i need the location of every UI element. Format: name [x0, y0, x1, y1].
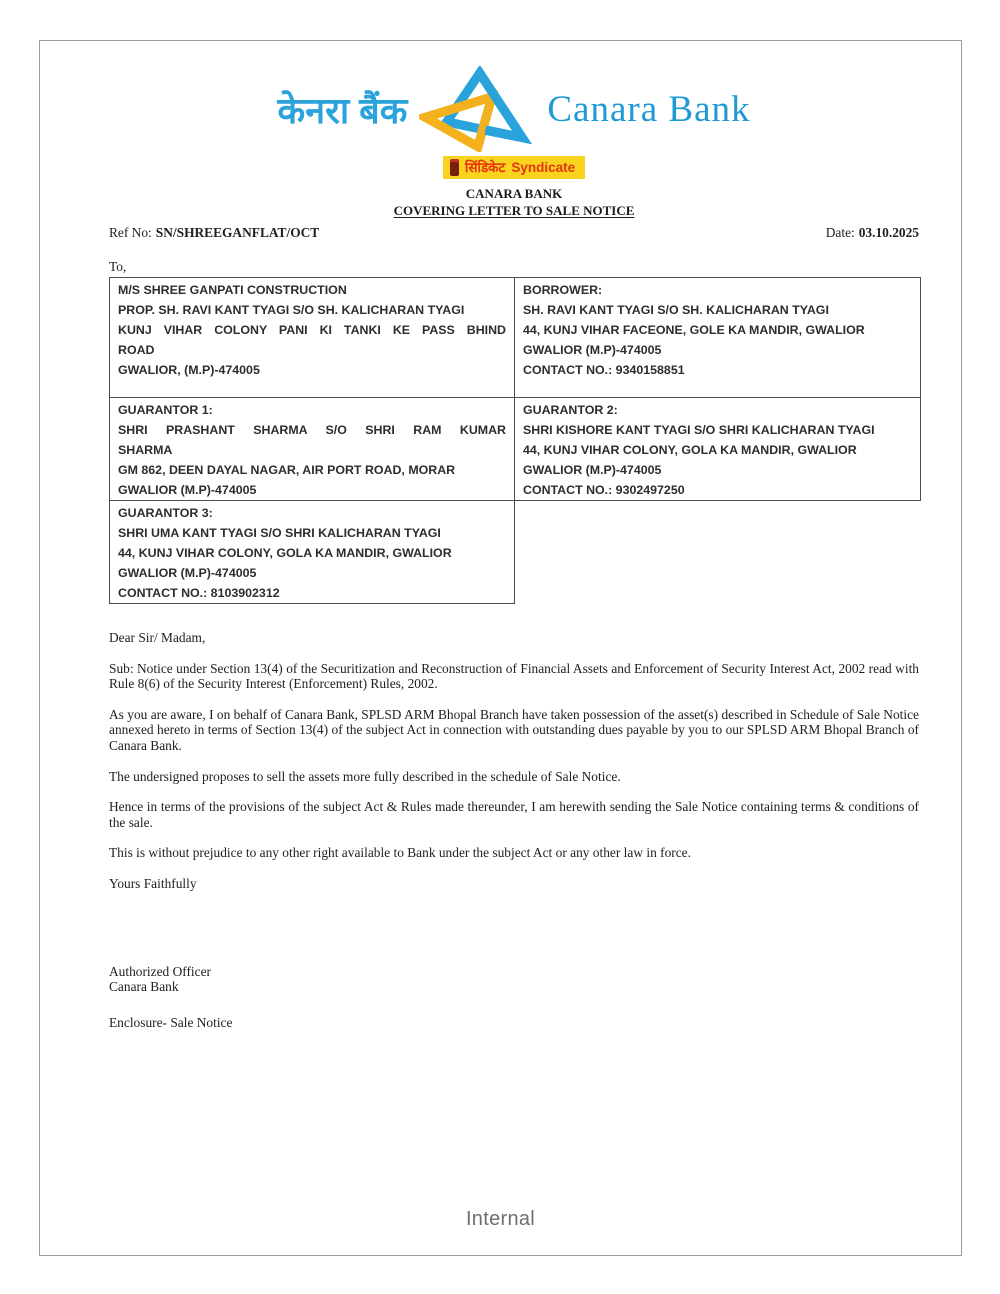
- body-paragraph-3: Hence in terms of the provisions of the subject Act & Rules made thereunder, I am herewith sending the Sale Notice containing terms & conditions of the sale.: [109, 799, 919, 830]
- signer-title: Authorized Officer: [109, 963, 211, 979]
- address-line: GUARANTOR 1:: [118, 403, 213, 417]
- address-line: M/S SHREE GANPATI CONSTRUCTION: [118, 283, 347, 297]
- date-label: Date:: [825, 225, 855, 240]
- bank-name-english: Canara Bank: [547, 88, 751, 130]
- closing-line: Yours Faithfully: [109, 875, 197, 891]
- ref-number: [109, 225, 319, 241]
- bank-name-hindi: केनरा बैंक: [277, 89, 408, 131]
- body-paragraph-2: The undersigned proposes to sell the assets more fully described in the schedule of Sale Notice.: [109, 768, 621, 784]
- ref-label: Ref No:: [109, 225, 152, 240]
- address-line: KUNJ VIHAR COLONY PANI KI TANKI KE PASS BHIND: [118, 323, 506, 337]
- subject-paragraph: Sub: Notice under Section 13(4) of the Securitization and Reconstruction of Financial Assets and Enforcement of Security Interest Act, 2002 read with Rule 8(6) of the Security Interest (Enforcement) Rules, 2002.: [109, 660, 919, 692]
- ref-value: SN/SHREEGANFLAT/OCT: [155, 225, 320, 240]
- document-org-heading: CANARA BANK: [465, 186, 563, 201]
- address-line: GUARANTOR 3:: [118, 506, 213, 520]
- table-row: [109, 398, 921, 501]
- address-line: GWALIOR (M.P)-474005: [523, 463, 662, 477]
- address-line: SHARMA: [118, 443, 173, 457]
- address-line: 44, KUNJ VIHAR COLONY, GOLA KA MANDIR, GWALIOR: [523, 443, 857, 457]
- syndicate-name-hindi: सिंडिकेट: [464, 160, 506, 175]
- address-line: SHRI PRASHANT SHARMA S/O SHRI RAM KUMAR: [118, 423, 506, 437]
- borrower-cell: [515, 277, 921, 398]
- address-line: CONTACT NO.: 9302497250: [523, 483, 685, 497]
- address-line: GWALIOR (M.P)-474005: [118, 483, 257, 497]
- address-line: 44, KUNJ VIHAR COLONY, GOLA KA MANDIR, GWALIOR: [118, 546, 452, 560]
- signature-block: [109, 964, 919, 995]
- to-label: To,: [109, 259, 127, 274]
- syndicate-badge: [443, 156, 585, 179]
- address-line: SHRI KISHORE KANT TYAGI S/O SHRI KALICHARAN TYAGI: [523, 423, 875, 437]
- address-line: GUARANTOR 2:: [523, 403, 618, 417]
- guarantor-2-cell: [515, 398, 921, 501]
- address-line: ROAD: [118, 343, 155, 357]
- signer-org: Canara Bank: [109, 979, 179, 995]
- canara-bank-logo-icon: [419, 66, 535, 152]
- letter-page: [39, 40, 962, 1256]
- syndicate-name-english: Syndicate: [511, 159, 576, 175]
- letter-date: [826, 225, 919, 241]
- empty-cell: [515, 501, 921, 604]
- address-line: BORROWER:: [523, 283, 603, 297]
- address-line: SHRI UMA KANT TYAGI S/O SHRI KALICHARAN TYAGI: [118, 526, 441, 540]
- address-line: GWALIOR, (M.P)-474005: [118, 363, 260, 377]
- internal-classification-label: Internal: [465, 1208, 536, 1230]
- letter-body: [109, 630, 919, 1030]
- address-line: SH. RAVI KANT TYAGI S/O SH. KALICHARAN TYAGI: [523, 303, 829, 317]
- address-line: CONTACT NO.: 9340158851: [523, 363, 685, 377]
- bank-letterhead: [109, 65, 919, 153]
- address-line: CONTACT NO.: 8103902312: [118, 586, 280, 600]
- ref-date-row: [109, 225, 919, 241]
- guarantor-3-cell: [109, 501, 515, 604]
- address-line: GM 862, DEEN DAYAL NAGAR, AIR PORT ROAD, MORAR: [118, 463, 456, 477]
- address-line: GWALIOR (M.P)-474005: [118, 566, 257, 580]
- page-content: [40, 65, 961, 1030]
- table-row: [109, 501, 921, 604]
- table-row: [109, 277, 921, 398]
- enclosure-line: Enclosure- Sale Notice: [109, 1014, 233, 1030]
- body-paragraph-1: As you are aware, I on behalf of Canara Bank, SPLSD ARM Bhopal Branch have taken possession of the asset(s) described in Schedule of Sale Notice annexed hereto in terms of Section 13(4) of the subject Act in connection with outstanding dues payable by you to our SPLSD ARM Bhopal Branch of Canara Bank.: [109, 706, 919, 753]
- guarantor-1-cell: [109, 398, 515, 501]
- address-line: PROP. SH. RAVI KANT TYAGI S/O SH. KALICHARAN TYAGI: [118, 303, 465, 317]
- parties-table: [109, 277, 921, 604]
- addressee-cell: [109, 277, 515, 398]
- address-line: 44, KUNJ VIHAR FACEONE, GOLE KA MANDIR, GWALIOR: [523, 323, 865, 337]
- syndicate-icon: [450, 159, 459, 176]
- body-paragraph-4: This is without prejudice to any other right available to Bank under the subject Act or any other law in force.: [109, 845, 691, 861]
- document-title-heading: COVERING LETTER TO SALE NOTICE: [393, 203, 635, 218]
- salutation: Dear Sir/ Madam,: [109, 630, 206, 645]
- address-line: GWALIOR (M.P)-474005: [523, 343, 662, 357]
- date-value: 03.10.2025: [858, 225, 919, 240]
